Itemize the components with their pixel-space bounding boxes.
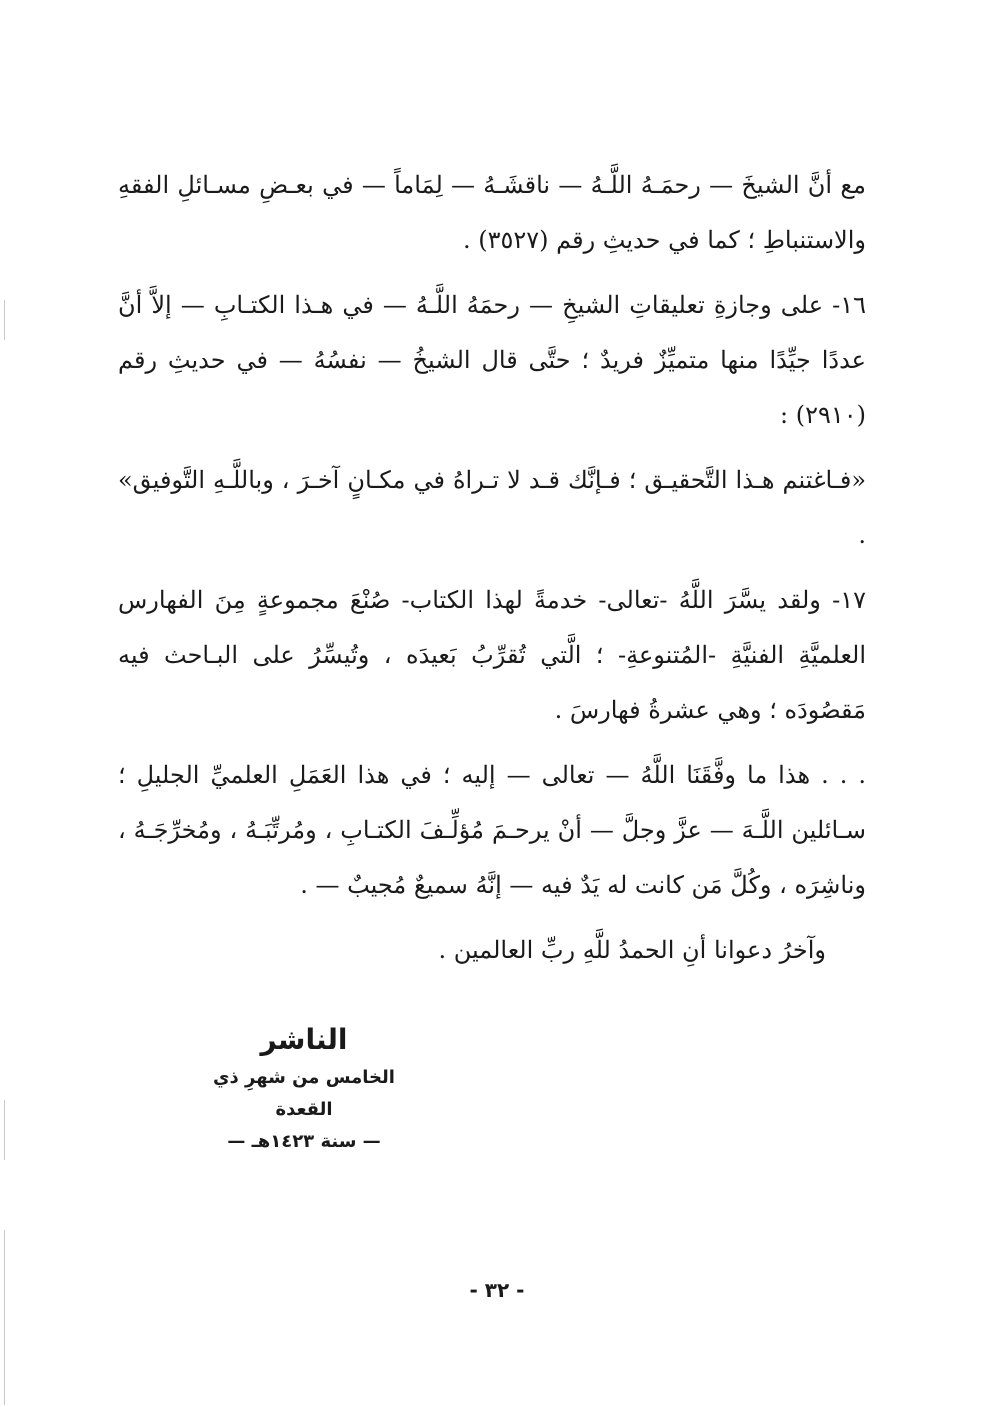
quotation: «فـاغتنم هـذا التَّحقيـق ؛ فـإنَّك قـد لا تـراهُ في مكـانٍ آخـرَ ، وباللَّـهِ التَّوفيق» .: [118, 466, 867, 549]
paragraph-conclusion: . . . هذا ما وفَّقَنَا اللَّهُ — تعالى — إليه ؛ في هذا العَمَلِ العلميِّ الجليلِ ؛ سـائلين اللَّـهَ — عزَّ وجلَّ — أنْ يرحـمَ مُؤلِّـفَ الكتـابِ ، ومُرتِّبَـهُ ، ومُخرِّجَـهُ ، وناشِرَه ، وكُلَّ مَن كانت له يَدٌ فيه — إنَّهُ سميعٌ مُجيبٌ — .: [118, 761, 866, 899]
paragraph-intro: مع أنَّ الشيخَ — رحمَـهُ اللَّـهُ — ناقشَـهُ — لِمَاماً — في بعـضِ مسـائلِ الفقهِ والاستنباطِ ؛ كما في حديثِ رقم (٣٥٢٧) .: [118, 171, 866, 254]
scan-edge-mark: [4, 1100, 5, 1160]
scan-edge-mark: [4, 1230, 5, 1405]
scan-edge-mark: [4, 300, 5, 340]
body-text: [118, 158, 866, 978]
signature-year: — سنة ١٤٢٣هـ —: [227, 1131, 381, 1152]
publisher-signature: [184, 1018, 424, 1158]
paragraph-item-16: ١٦- على وجازةِ تعليقاتِ الشيخِ — رحمَهُ اللَّـهُ — في هـذا الكتـابِ — إلاَّ أنَّ عددًا جيِّدًا منها متميِّزٌ فريدٌ ؛ حتَّى قال الشيخُ — نفسُهُ — في حديثِ رقم (٢٩١٠) :: [118, 291, 866, 429]
closing-line: وآخرُ دعوانا أنِ الحمدُ للَّهِ ربِّ العالمين .: [438, 936, 826, 964]
paragraph-item-17: ١٧- ولقد يسَّرَ اللَّهُ -تعالى- خدمةً لهذا الكتاب- صُنْعَ مجموعةٍ مِنَ الفهارس العلميَّةِ الفنيَّةِ -المُتنوعةِ- ؛ الَّتي تُقرِّبُ بَعيدَه ، وتُيسِّرُ على البـاحث فيه مَقصُودَه ؛ وهي عشرةُ فهارسَ .: [118, 586, 866, 724]
signature-title: الناشر: [260, 1023, 348, 1056]
page-number: - ٣٢ -: [469, 1278, 525, 1302]
signature-date: الخامس من شهرِ ذي القعدة: [213, 1067, 395, 1120]
